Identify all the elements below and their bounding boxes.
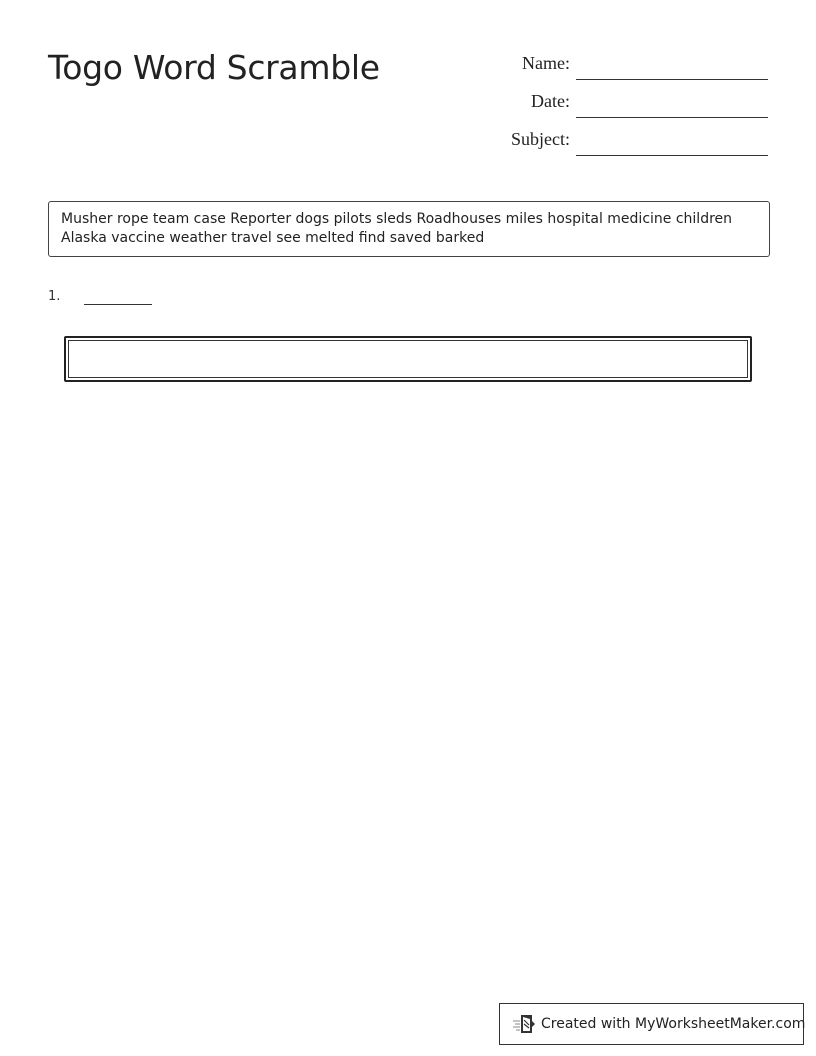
subject-field[interactable] bbox=[490, 126, 770, 156]
date-label: Date: bbox=[531, 91, 570, 111]
name-label: Name: bbox=[522, 53, 570, 73]
question-number: 1. bbox=[48, 289, 61, 304]
answer-box-inner[interactable] bbox=[68, 340, 748, 378]
subject-label: Subject: bbox=[511, 129, 570, 149]
page-title: Togo Word Scramble bbox=[48, 48, 380, 87]
name-field[interactable] bbox=[490, 50, 770, 80]
footer-credit[interactable] bbox=[499, 1003, 804, 1045]
date-field[interactable] bbox=[490, 88, 770, 118]
answer-box[interactable] bbox=[64, 336, 752, 382]
scrambled-word-blank bbox=[84, 304, 152, 305]
word-bank: Musher rope team case Reporter dogs pilots sleds Roadhouses miles hospital medicine children Alaska vaccine weather travel see melted find saved barked bbox=[48, 201, 770, 257]
subject-line[interactable] bbox=[576, 155, 768, 156]
worksheet-maker-logo-icon bbox=[512, 1013, 536, 1035]
name-line[interactable] bbox=[576, 79, 768, 80]
footer-text: Created with MyWorksheetMaker.com bbox=[541, 1016, 806, 1032]
date-line[interactable] bbox=[576, 117, 768, 118]
